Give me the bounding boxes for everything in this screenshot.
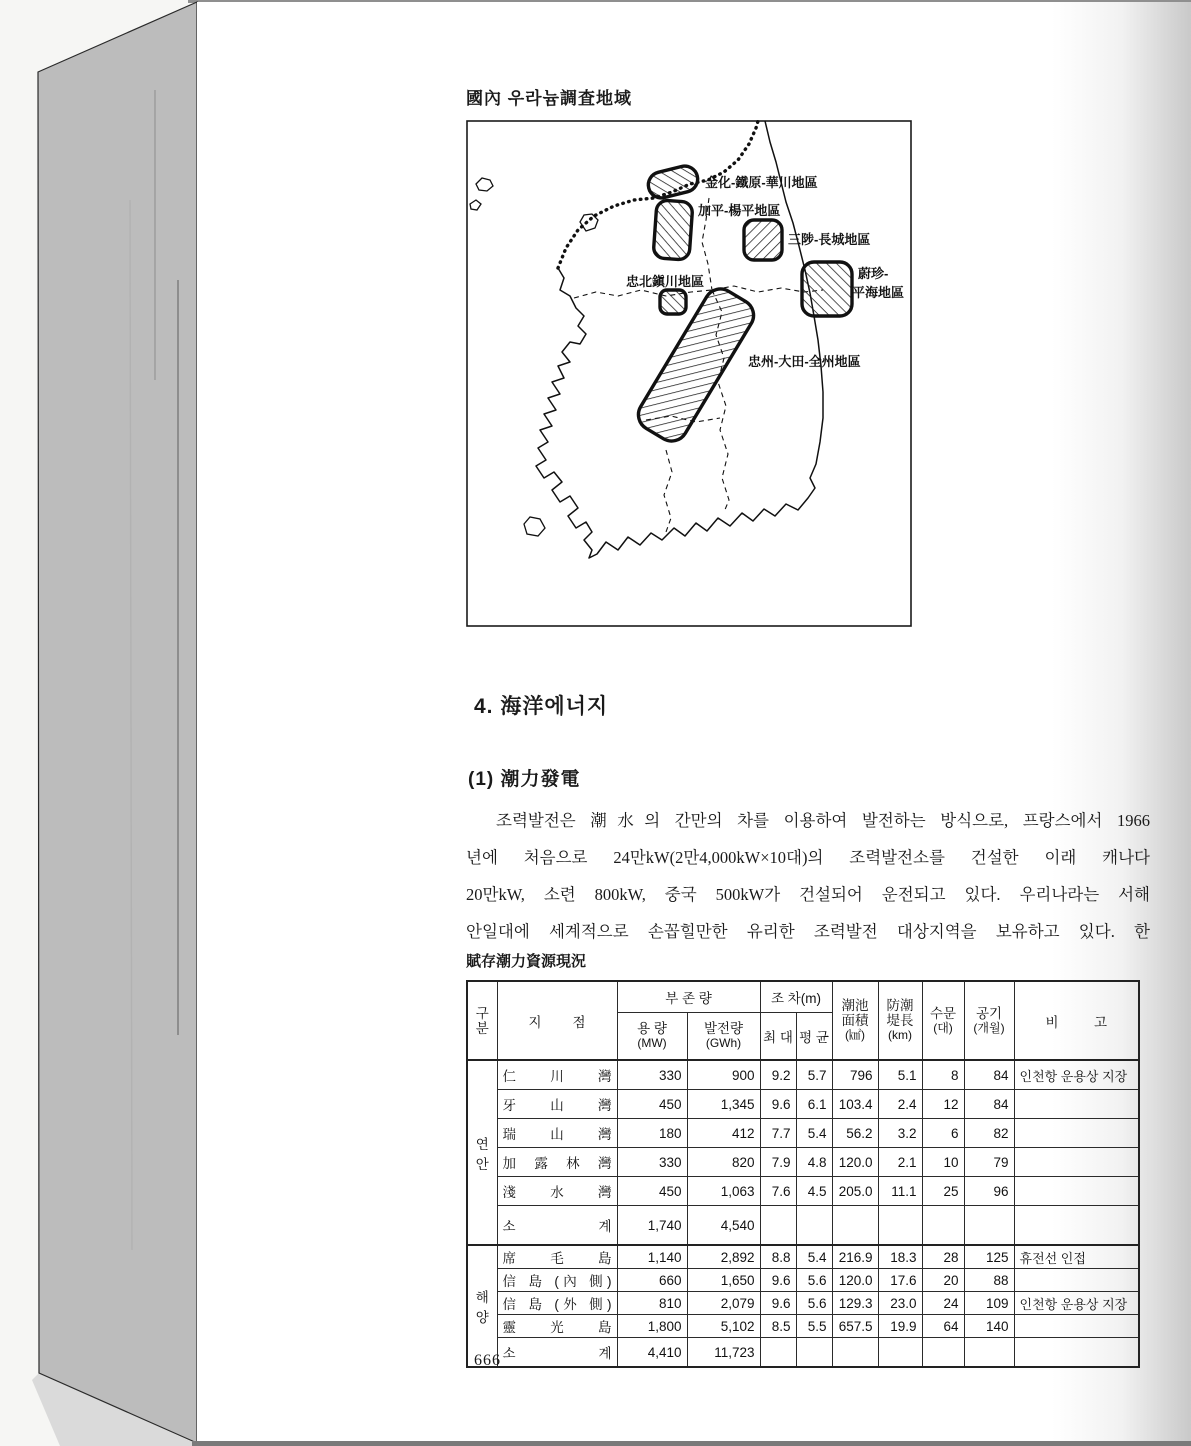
table-row <box>467 1269 1139 1292</box>
cell-period <box>964 1338 1014 1368</box>
cell-dike: 19.9 <box>878 1315 922 1338</box>
cell-tide-avg: 5.4 <box>796 1245 832 1269</box>
cell-note <box>1014 1148 1139 1177</box>
paragraph-line: 20만kW, 소련 800kW, 중국 500kW가 건설되어 운전되고 있다. 우리나라는 서해 <box>466 885 1150 904</box>
cell-sluice: 12 <box>922 1090 964 1119</box>
cell-dike: 2.4 <box>878 1090 922 1119</box>
cell-tide-max: 8.5 <box>760 1315 796 1338</box>
page-number: 666 <box>474 1352 501 1369</box>
cell-basin: 129.3 <box>832 1292 878 1315</box>
cell-period: 84 <box>964 1090 1014 1119</box>
cell-note <box>1014 1090 1139 1119</box>
cell-capacity: 4,410 <box>617 1338 687 1368</box>
cell-generation: 1,650 <box>687 1269 760 1292</box>
cell-capacity: 330 <box>617 1148 687 1177</box>
cell-dike: 2.1 <box>878 1148 922 1177</box>
cell-tide-avg <box>796 1206 832 1246</box>
table-row <box>467 1245 1139 1269</box>
cell-capacity: 1,800 <box>617 1315 687 1338</box>
cell-sluice: 20 <box>922 1269 964 1292</box>
cell-period: 125 <box>964 1245 1014 1269</box>
cell-tide-max: 9.6 <box>760 1090 796 1119</box>
cell-note <box>1014 1119 1139 1148</box>
header-capacity: 용 량 (MW) <box>617 1013 687 1061</box>
cell-period <box>964 1206 1014 1246</box>
cell-sluice <box>922 1338 964 1368</box>
cell-generation: 900 <box>687 1060 760 1090</box>
cell-location-name: 席 毛 島 <box>497 1245 617 1269</box>
cell-dike: 11.1 <box>878 1177 922 1206</box>
cell-tide-avg: 5.5 <box>796 1315 832 1338</box>
paragraph-line: 년에 처음으로 24만kW(2만4,000kW×10대)의 조력발전소를 건설한 이래 캐나다 <box>466 848 1150 867</box>
cell-generation: 11,723 <box>687 1338 760 1368</box>
cell-tide-avg: 5.4 <box>796 1119 832 1148</box>
cell-capacity: 660 <box>617 1269 687 1292</box>
cell-period: 109 <box>964 1292 1014 1315</box>
group-label-char: 안 <box>475 1156 489 1172</box>
cell-capacity: 1,140 <box>617 1245 687 1269</box>
header-reserve-group: 부 존 량 <box>617 981 760 1013</box>
region-label-samcheok: 三陟-長城地區 <box>788 232 871 247</box>
cell-basin: 205.0 <box>832 1177 878 1206</box>
cell-generation: 2,892 <box>687 1245 760 1269</box>
cell-note <box>1014 1269 1139 1292</box>
cell-generation: 2,079 <box>687 1292 760 1315</box>
header-tide-avg: 평 균 <box>796 1013 832 1061</box>
cell-tide-avg: 5.7 <box>796 1060 832 1090</box>
cell-sluice: 28 <box>922 1245 964 1269</box>
cell-note: 인천항 운용상 지장 <box>1014 1292 1139 1315</box>
cell-dike: 3.2 <box>878 1119 922 1148</box>
body-paragraph <box>466 802 1150 950</box>
cell-basin: 56.2 <box>832 1119 878 1148</box>
uranium-survey-map <box>466 120 912 627</box>
cell-tide-avg: 4.8 <box>796 1148 832 1177</box>
page <box>197 2 1191 1442</box>
cell-location-name: 소 계 <box>497 1206 617 1246</box>
cell-capacity: 180 <box>617 1119 687 1148</box>
header-location: 지 점 <box>497 981 617 1060</box>
header-sluice: 수문 (대) <box>922 981 964 1060</box>
table-row <box>467 1315 1139 1338</box>
group-label <box>467 1245 497 1367</box>
cell-dike: 5.1 <box>878 1060 922 1090</box>
cell-dike: 18.3 <box>878 1245 922 1269</box>
header-gubun: 구 분 <box>467 981 497 1060</box>
table-body-offshore <box>467 1245 1139 1367</box>
paragraph-line: 조력발전은 潮水의 간만의 차를 이용하여 발전하는 방식으로, 프랑스에서 1966 <box>496 811 1150 830</box>
cell-sluice: 10 <box>922 1148 964 1177</box>
cell-note <box>1014 1177 1139 1206</box>
cell-tide-max <box>760 1206 796 1246</box>
cell-sluice <box>922 1206 964 1246</box>
cell-sluice: 6 <box>922 1119 964 1148</box>
cell-period: 84 <box>964 1060 1014 1090</box>
cell-tide-max: 8.8 <box>760 1245 796 1269</box>
cell-sluice: 8 <box>922 1060 964 1090</box>
cell-sluice: 64 <box>922 1315 964 1338</box>
table-header <box>467 981 1139 1060</box>
cell-generation: 412 <box>687 1119 760 1148</box>
cell-tide-avg: 5.6 <box>796 1292 832 1315</box>
cell-capacity: 1,740 <box>617 1206 687 1246</box>
table-row <box>467 1119 1139 1148</box>
header-generation: 발전량 (GWh) <box>687 1013 760 1061</box>
cell-generation: 4,540 <box>687 1206 760 1246</box>
cell-location-name: 소 계 <box>497 1338 617 1368</box>
cell-basin: 216.9 <box>832 1245 878 1269</box>
region-label-uljin-line1: 蔚珍- <box>858 266 889 281</box>
cell-generation: 1,345 <box>687 1090 760 1119</box>
cell-basin <box>832 1206 878 1246</box>
table-body-coastal <box>467 1060 1139 1245</box>
header-dike-length: 防潮 堤長 (km) <box>878 981 922 1060</box>
group-label-char: 연 <box>475 1136 489 1152</box>
cell-location-name: 信 島 (外 側) <box>497 1292 617 1315</box>
cell-sluice: 24 <box>922 1292 964 1315</box>
table-row <box>467 1060 1139 1090</box>
header-note: 비 고 <box>1014 981 1139 1060</box>
region-shape-uljin <box>802 262 852 316</box>
cell-tide-avg: 5.6 <box>796 1269 832 1292</box>
korea-map-svg <box>466 120 912 627</box>
scan-bottom-border <box>192 1441 1191 1446</box>
cell-tide-max: 9.6 <box>760 1292 796 1315</box>
header-tide-max: 최 대 <box>760 1013 796 1061</box>
cell-sluice: 25 <box>922 1177 964 1206</box>
cell-note: 휴전선 인접 <box>1014 1245 1139 1269</box>
cell-generation: 1,063 <box>687 1177 760 1206</box>
cell-note <box>1014 1338 1139 1368</box>
cell-basin: 657.5 <box>832 1315 878 1338</box>
cell-dike <box>878 1206 922 1246</box>
paragraph-line: 안일대에 세계적으로 손꼽힐만한 유리한 조력발전 대상지역을 보유하고 있다. 한 <box>466 922 1150 941</box>
cell-capacity: 810 <box>617 1292 687 1315</box>
cell-tide-max <box>760 1338 796 1368</box>
cell-location-name: 瑞 山 灣 <box>497 1119 617 1148</box>
cell-period: 140 <box>964 1315 1014 1338</box>
cell-capacity: 450 <box>617 1177 687 1206</box>
cell-period: 79 <box>964 1148 1014 1177</box>
cell-generation: 5,102 <box>687 1315 760 1338</box>
header-basin-area: 潮池 面積 (㎢) <box>832 981 878 1060</box>
cell-tide-max: 9.6 <box>760 1269 796 1292</box>
region-shape-samcheok <box>744 220 782 260</box>
cell-note <box>1014 1206 1139 1246</box>
cell-tide-avg <box>796 1338 832 1368</box>
cell-basin: 120.0 <box>832 1148 878 1177</box>
header-tide-group: 조 차(m) <box>760 981 832 1013</box>
book-edge <box>0 0 220 1446</box>
table-row <box>467 1090 1139 1119</box>
region-label-gapyeong: 加平-楊平地區 <box>698 203 781 218</box>
cell-capacity: 330 <box>617 1060 687 1090</box>
cell-tide-max: 7.9 <box>760 1148 796 1177</box>
cell-tide-max: 9.2 <box>760 1060 796 1090</box>
region-label-jincheon: 忠北鎭川地區 <box>626 274 705 289</box>
cell-location-name: 仁 川 灣 <box>497 1060 617 1090</box>
cell-period: 88 <box>964 1269 1014 1292</box>
cell-dike: 17.6 <box>878 1269 922 1292</box>
table-caption: 賦存潮力資源現況 <box>466 953 587 970</box>
cell-basin: 796 <box>832 1060 878 1090</box>
cell-tide-max: 7.7 <box>760 1119 796 1148</box>
cell-location-name: 靈 光 島 <box>497 1315 617 1338</box>
table-row <box>467 1292 1139 1315</box>
cell-tide-avg: 6.1 <box>796 1090 832 1119</box>
cell-period: 96 <box>964 1177 1014 1206</box>
book-edge-face <box>38 2 197 1443</box>
cell-capacity: 450 <box>617 1090 687 1119</box>
section-heading: 4. 海洋에너지 <box>474 695 609 718</box>
header-period: 공기 (개월) <box>964 981 1014 1060</box>
region-shape-gapyeong <box>653 200 693 260</box>
map-title: 國內 우라늄調査地域 <box>466 89 632 108</box>
cell-basin: 103.4 <box>832 1090 878 1119</box>
group-label <box>467 1060 497 1245</box>
table-row <box>467 1177 1139 1206</box>
table-row <box>467 1206 1139 1246</box>
cell-basin <box>832 1338 878 1368</box>
cell-period: 82 <box>964 1119 1014 1148</box>
tide-resource-table <box>466 980 1140 1368</box>
group-label-char: 해 <box>475 1290 489 1305</box>
cell-dike: 23.0 <box>878 1292 922 1315</box>
cell-tide-avg: 4.5 <box>796 1177 832 1206</box>
cell-location-name: 加 露 林 灣 <box>497 1148 617 1177</box>
cell-note: 인천항 운용상 지장 <box>1014 1060 1139 1090</box>
subsection-heading: (1) 潮力發電 <box>468 769 581 790</box>
region-label-geumhwa: 金化-鐵原-華川地區 <box>705 175 818 190</box>
cell-note <box>1014 1315 1139 1338</box>
region-label-chungju: 忠州-大田-全州地區 <box>748 354 861 369</box>
region-shape-jincheon <box>660 290 686 314</box>
cell-location-name: 牙 山 灣 <box>497 1090 617 1119</box>
table-row <box>467 1148 1139 1177</box>
cell-location-name: 淺 水 灣 <box>497 1177 617 1206</box>
region-label-uljin-line2: 平海地區 <box>852 285 905 300</box>
page-content <box>466 2 1150 1442</box>
table-row <box>467 1338 1139 1368</box>
cell-dike <box>878 1338 922 1368</box>
cell-location-name: 信 島 (內 側) <box>497 1269 617 1292</box>
group-label-char: 양 <box>475 1310 489 1325</box>
cell-basin: 120.0 <box>832 1269 878 1292</box>
cell-tide-max: 7.6 <box>760 1177 796 1206</box>
cell-generation: 820 <box>687 1148 760 1177</box>
